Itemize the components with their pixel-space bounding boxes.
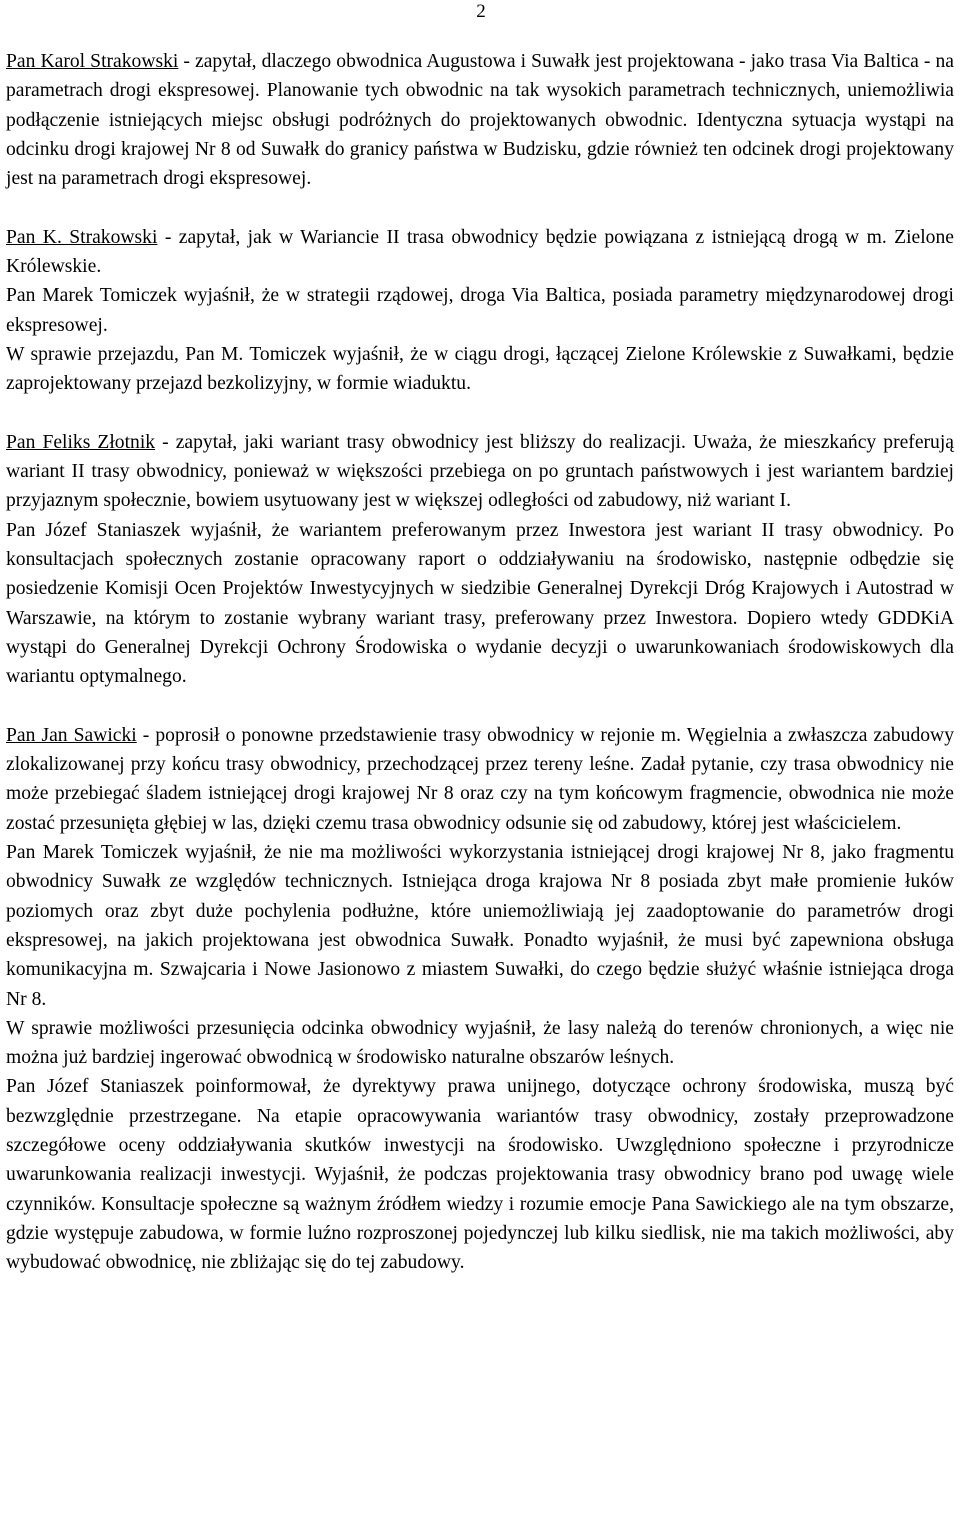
paragraph xyxy=(6,223,954,282)
paragraph xyxy=(6,721,954,838)
speaker-name: Pan K. Strakowski xyxy=(6,226,158,248)
paragraph-text: Pan Józef Staniaszek poinformował, że dyrektywy prawa unijnego, dotyczące ochrony środowiska, muszą być bezwzględnie przestrzegane. Na etapie opracowywania wariantów trasy obwodnicy, zostały przeprowadzone szczegółowe oceny oddziaływania skutków inwestycji na środowisko. Uwzględniono społeczne i przyrodnicze uwarunkowania realizacji inwestycji. Wyjaśnił, że podczas projektowania trasy obwodnicy brano pod uwagę wiele czynników. Konsultacje społeczne są ważnym źródłem wiedzy i rozumie emocje Pana Sawickiego ale na tym obszarze, gdzie występuje zabudowa, w formie luźno rozproszonej pojedynczej lub kilku siedlisk, nie ma takich możliwości, aby wybudować obwodnicę, nie zbliżając się do tej zabudowy. xyxy=(6,1076,954,1274)
paragraph-text: - poprosił o ponowne przedstawienie trasy obwodnicy w rejonie m. Węgielnia a zwłaszcza zabudowy zlokalizowanej przy końcu trasy obwodnicy, przechodzącej przez tereny leśne. Zadał pytanie, czy trasa obwodnicy nie może przebiegać śladem istniejącej drogi krajowej Nr 8 oraz czy na tym końcowym fragmencie, obwodnica nie może zostać przesunięta głębiej w las, dzięki czemu trasa obwodnicy odsunie się od zabudowy, której jest właścicielem. xyxy=(6,724,954,834)
paragraph xyxy=(6,281,954,340)
speaker-name: Pan Feliks Złotnik xyxy=(6,431,156,453)
paragraph-text: - zapytał, jaki wariant trasy obwodnicy jest bliższy do realizacji. Uważa, że mieszkańcy preferują wariant II trasy obwodnicy, ponieważ w większości przebiega on po gruntach państwowych i jest wariantem bardziej przyjaznym społecznie, bowiem usytuowany jest w większej odległości od zabudowy, niż wariant I. xyxy=(6,431,954,512)
paragraph-text: - zapytał, dlaczego obwodnica Augustowa i Suwałk jest projektowana - jako trasa Via Baltica - na parametrach drogi ekspresowej. Planowanie tych obwodnic na tak wysokich parametrach technicznych, uniemożliwia podłączenie istniejących miejsc obsługi podróżnych do projektowanych obwodnic. Identyczna sytuacja wystąpi na odcinku drogi krajowej Nr 8 od Suwałk do granicy państwa w Budzisku, gdzie również ten odcinek drogi projektowany jest na parametrach drogi ekspresowej. xyxy=(6,51,954,190)
paragraph xyxy=(6,340,954,399)
paragraph-text: Pan Józef Staniaszek wyjaśnił, że wariantem preferowanym przez Inwestora jest wariant II trasy obwodnicy. Po konsultacjach społecznych zostanie opracowany raport o oddziaływaniu na środowisko, następnie odbędzie się posiedzenie Komisji Ocen Projektów Inwestycyjnych w siedzibie Generalnej Dyrekcji Dróg Krajowych i Autostrad w Warszawie, na którym to zostanie wybrany wariant trasy, preferowany przez Inwestora. Dopiero wtedy GDDKiA wystąpi do Generalnej Dyrekcji Ochrony Środowiska o wydanie decyzji o uwarunkowaniach środowiskowych dla wariantu optymalnego. xyxy=(6,519,954,688)
document-body xyxy=(6,47,954,1277)
paragraph xyxy=(6,516,954,692)
paragraph-text: W sprawie przejazdu, Pan M. Tomiczek wyjaśnił, że w ciągu drogi, łączącej Zielone Królewskie z Suwałkami, będzie zaprojektowany przejazd bezkolizyjny, w formie wiaduktu. xyxy=(6,343,954,395)
paragraph xyxy=(6,838,954,1014)
paragraph-text: W sprawie możliwości przesunięcia odcinka obwodnicy wyjaśnił, że lasy należą do terenów chronionych, a więc nie można już bardziej ingerować obwodnicą w środowisko naturalne obszarów leśnych. xyxy=(6,1017,954,1069)
paragraph-text: - zapytał, jak w Wariancie II trasa obwodnicy będzie powiązana z istniejącą drogą w m. Zielone Królewskie. xyxy=(6,226,954,278)
paragraph xyxy=(6,1072,954,1277)
page-number: 2 xyxy=(476,1,486,22)
speaker-name: Pan Jan Sawicki xyxy=(6,724,137,746)
speaker-name: Pan Karol Strakowski xyxy=(6,51,179,72)
paragraph-text: Pan Marek Tomiczek wyjaśnił, że w strategii rządowej, droga Via Baltica, posiada parametry międzynarodowej drogi ekspresowej. xyxy=(6,285,954,336)
paragraph xyxy=(6,47,954,193)
paragraph xyxy=(6,1014,954,1073)
paragraph-text: Pan Marek Tomiczek wyjaśnił, że nie ma możliwości wykorzystania istniejącej drogi krajowej Nr 8, jako fragmentu obwodnicy Suwałk ze względów technicznych. Istniejąca droga krajowa Nr 8 posiada zbyt małe promienie łuków poziomych oraz zbyt duże pochylenia podłużne, które uniemożliwiają jej zaadoptowanie do parametrów drogi ekspresowej, na jakich projektowana jest obwodnica Suwałk. Ponadto wyjaśnił, że musi być zapewniona obsługa komunikacyjna m. Szwajcaria i Nowe Jasionowo z miastem Suwałki, do czego będzie służyć właśnie istniejąca droga Nr 8. xyxy=(6,842,954,1010)
paragraph xyxy=(6,428,954,516)
